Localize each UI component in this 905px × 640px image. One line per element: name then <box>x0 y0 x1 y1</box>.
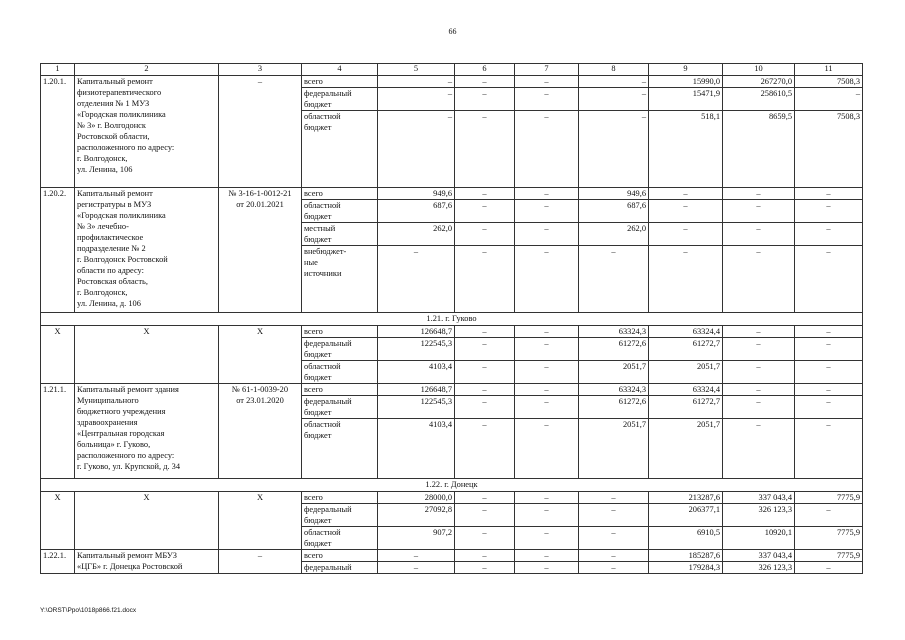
funding-source: федеральный бюджет <box>302 88 378 111</box>
value-cell: – <box>795 361 863 384</box>
value-cell: 267270,0 <box>723 76 795 88</box>
column-number: 5 <box>378 64 455 76</box>
value-cell: – <box>455 111 515 188</box>
value-cell: 63324,4 <box>649 326 723 338</box>
file-path-footer: Y:\ORST\Ppo\1018p866.f21.docx <box>40 607 137 614</box>
value-cell: 179284,3 <box>649 562 723 574</box>
value-cell: 7508,3 <box>795 111 863 188</box>
funding-source: всего <box>302 550 378 562</box>
value-cell: – <box>455 76 515 88</box>
value-cell: – <box>455 504 515 527</box>
value-cell: – <box>455 527 515 550</box>
value-cell: – <box>723 188 795 200</box>
value-cell: – <box>515 111 579 188</box>
funding-source: федеральный бюджет <box>302 504 378 527</box>
value-cell: 7775,9 <box>795 527 863 550</box>
estimate-document: – <box>219 76 302 188</box>
funding-source: областной бюджет <box>302 361 378 384</box>
value-cell: – <box>649 200 723 223</box>
value-cell: 28000,0 <box>378 492 455 504</box>
value-cell: – <box>515 326 579 338</box>
value-cell: 262,0 <box>378 223 455 246</box>
column-number: 9 <box>649 64 723 76</box>
column-number: 6 <box>455 64 515 76</box>
value-cell: – <box>515 76 579 88</box>
funding-source: всего <box>302 384 378 396</box>
value-cell: – <box>455 246 515 313</box>
x-mark: Х <box>219 326 302 384</box>
column-number-row <box>41 64 863 76</box>
value-cell: – <box>515 527 579 550</box>
table-row <box>41 326 863 338</box>
value-cell: 262,0 <box>579 223 649 246</box>
value-cell: 6910,5 <box>649 527 723 550</box>
value-cell: – <box>795 419 863 479</box>
column-number: 11 <box>795 64 863 76</box>
value-cell: – <box>455 492 515 504</box>
value-cell: – <box>515 550 579 562</box>
value-cell: 63324,4 <box>649 384 723 396</box>
value-cell: 2051,7 <box>649 419 723 479</box>
funding-source: областной бюджет <box>302 111 378 188</box>
x-mark: Х <box>75 326 219 384</box>
financing-table <box>40 63 863 574</box>
value-cell: 337 043,4 <box>723 492 795 504</box>
table-row <box>41 188 863 200</box>
value-cell: – <box>579 562 649 574</box>
x-mark: Х <box>75 492 219 550</box>
value-cell: – <box>515 361 579 384</box>
funding-source: федеральный бюджет <box>302 338 378 361</box>
value-cell: 907,2 <box>378 527 455 550</box>
value-cell: 61272,7 <box>649 396 723 419</box>
funding-source: внебюджет- ные источники <box>302 246 378 313</box>
value-cell: – <box>515 338 579 361</box>
column-number: 3 <box>219 64 302 76</box>
value-cell: – <box>515 492 579 504</box>
value-cell: – <box>378 111 455 188</box>
value-cell: 687,6 <box>579 200 649 223</box>
value-cell: – <box>455 338 515 361</box>
value-cell: – <box>723 200 795 223</box>
section-heading: 1.21. г. Гуково <box>41 313 863 326</box>
value-cell: 2051,7 <box>579 361 649 384</box>
table-row <box>41 492 863 504</box>
value-cell: 61272,6 <box>579 396 649 419</box>
value-cell: – <box>378 246 455 313</box>
value-cell: – <box>515 88 579 111</box>
page-number: 66 <box>448 27 457 36</box>
value-cell: – <box>649 246 723 313</box>
value-cell: – <box>795 223 863 246</box>
value-cell: – <box>455 550 515 562</box>
value-cell: – <box>515 419 579 479</box>
section-row <box>41 313 863 326</box>
value-cell: – <box>378 550 455 562</box>
funding-source: областной бюджет <box>302 419 378 479</box>
value-cell: – <box>579 111 649 188</box>
value-cell: 61272,6 <box>579 338 649 361</box>
item-number: 1.21.1. <box>41 384 75 479</box>
value-cell: 258610,5 <box>723 88 795 111</box>
value-cell: – <box>795 326 863 338</box>
value-cell: – <box>515 246 579 313</box>
funding-source: областной бюджет <box>302 200 378 223</box>
value-cell: – <box>455 188 515 200</box>
value-cell: – <box>455 562 515 574</box>
value-cell: 63324,3 <box>579 384 649 396</box>
funding-source: всего <box>302 76 378 88</box>
table-row <box>41 550 863 562</box>
funding-source: местный бюджет <box>302 223 378 246</box>
value-cell: – <box>579 246 649 313</box>
value-cell: 7508,3 <box>795 76 863 88</box>
estimate-document: № 61-1-0039-20 от 23.01.2020 <box>219 384 302 479</box>
value-cell: – <box>795 396 863 419</box>
value-cell: 2051,7 <box>649 361 723 384</box>
value-cell: 61272,7 <box>649 338 723 361</box>
column-number: 7 <box>515 64 579 76</box>
value-cell: – <box>579 492 649 504</box>
value-cell: 687,6 <box>378 200 455 223</box>
estimate-document: № 3-16-1-0012-21 от 20.01.2021 <box>219 188 302 313</box>
item-number: 1.20.1. <box>41 76 75 188</box>
value-cell: 15990,0 <box>649 76 723 88</box>
value-cell: – <box>795 504 863 527</box>
funding-source: всего <box>302 326 378 338</box>
item-name: Капитальный ремонт физиотерапевтического отделения № 1 МУЗ «Городская поликлиника № 3» г. Волгодонск Ростовской области, расположенного по адресу: г. Волгодонск, ул. Ленина, 106 <box>75 76 219 188</box>
section-row <box>41 479 863 492</box>
value-cell: – <box>579 550 649 562</box>
value-cell: – <box>515 504 579 527</box>
value-cell: – <box>723 361 795 384</box>
funding-source: всего <box>302 188 378 200</box>
value-cell: – <box>378 88 455 111</box>
value-cell: – <box>515 562 579 574</box>
x-mark: Х <box>41 326 75 384</box>
item-number: 1.20.2. <box>41 188 75 313</box>
value-cell: – <box>723 396 795 419</box>
item-name: Капитальный ремонт МБУЗ «ЦГБ» г. Донецка Ростовской <box>75 550 219 574</box>
column-number: 8 <box>579 64 649 76</box>
value-cell: 126648,7 <box>378 384 455 396</box>
value-cell: – <box>579 76 649 88</box>
funding-source: всего <box>302 492 378 504</box>
value-cell: 949,6 <box>378 188 455 200</box>
value-cell: – <box>378 76 455 88</box>
funding-source: федеральный <box>302 562 378 574</box>
value-cell: – <box>455 396 515 419</box>
value-cell: – <box>723 223 795 246</box>
value-cell: – <box>795 188 863 200</box>
value-cell: – <box>723 338 795 361</box>
value-cell: 15471,9 <box>649 88 723 111</box>
value-cell: – <box>795 200 863 223</box>
value-cell: 326 123,3 <box>723 504 795 527</box>
value-cell: – <box>455 88 515 111</box>
value-cell: 122545,3 <box>378 396 455 419</box>
value-cell: – <box>579 527 649 550</box>
funding-source: областной бюджет <box>302 527 378 550</box>
estimate-document: – <box>219 550 302 574</box>
value-cell: – <box>515 384 579 396</box>
value-cell: 126648,7 <box>378 326 455 338</box>
value-cell: 122545,3 <box>378 338 455 361</box>
value-cell: 185287,6 <box>649 550 723 562</box>
value-cell: 337 043,4 <box>723 550 795 562</box>
value-cell: – <box>515 188 579 200</box>
value-cell: 4103,4 <box>378 361 455 384</box>
column-number: 2 <box>75 64 219 76</box>
x-mark: Х <box>219 492 302 550</box>
value-cell: – <box>515 223 579 246</box>
value-cell: – <box>455 326 515 338</box>
value-cell: 518,1 <box>649 111 723 188</box>
value-cell: – <box>649 223 723 246</box>
item-number: 1.22.1. <box>41 550 75 574</box>
value-cell: 63324,3 <box>579 326 649 338</box>
value-cell: – <box>723 384 795 396</box>
table-row <box>41 76 863 88</box>
section-heading: 1.22. г. Донецк <box>41 479 863 492</box>
value-cell: – <box>455 384 515 396</box>
table-row <box>41 384 863 396</box>
value-cell: 8659,5 <box>723 111 795 188</box>
value-cell: 213287,6 <box>649 492 723 504</box>
value-cell: – <box>795 562 863 574</box>
value-cell: – <box>795 246 863 313</box>
value-cell: – <box>455 200 515 223</box>
column-number: 4 <box>302 64 378 76</box>
value-cell: – <box>378 562 455 574</box>
x-mark: Х <box>41 492 75 550</box>
column-number: 10 <box>723 64 795 76</box>
value-cell: 206377,1 <box>649 504 723 527</box>
item-name: Капитальный ремонт здания Муниципального бюджетного учреждения здравоохранения «Центральная городская больница» г. Гуково, расположенного по адресу: г. Гуково, ул. Крупской, д. 34 <box>75 384 219 479</box>
value-cell: – <box>723 326 795 338</box>
value-cell: 4103,4 <box>378 419 455 479</box>
value-cell: 27092,8 <box>378 504 455 527</box>
value-cell: – <box>723 246 795 313</box>
value-cell: – <box>649 188 723 200</box>
item-name: Капитальный ремонт регистратуры в МУЗ «Городская поликлиника № 3» лечебно- профилактическое подразделение № 2 г. Волгодонск Ростовской области по адресу: Ростовская область, г. Волгодонск, ул. Ленина, д. 106 <box>75 188 219 313</box>
value-cell: 7775,9 <box>795 492 863 504</box>
value-cell: – <box>795 338 863 361</box>
value-cell: – <box>515 396 579 419</box>
value-cell: – <box>455 419 515 479</box>
value-cell: 10920,1 <box>723 527 795 550</box>
column-number: 1 <box>41 64 75 76</box>
value-cell: 949,6 <box>579 188 649 200</box>
value-cell: 2051,7 <box>579 419 649 479</box>
value-cell: – <box>579 504 649 527</box>
value-cell: 7775,9 <box>795 550 863 562</box>
value-cell: – <box>515 200 579 223</box>
value-cell: – <box>455 361 515 384</box>
value-cell: 326 123,3 <box>723 562 795 574</box>
value-cell: – <box>455 223 515 246</box>
value-cell: – <box>579 88 649 111</box>
value-cell: – <box>795 384 863 396</box>
funding-source: федеральный бюджет <box>302 396 378 419</box>
value-cell: – <box>795 88 863 111</box>
value-cell: – <box>723 419 795 479</box>
